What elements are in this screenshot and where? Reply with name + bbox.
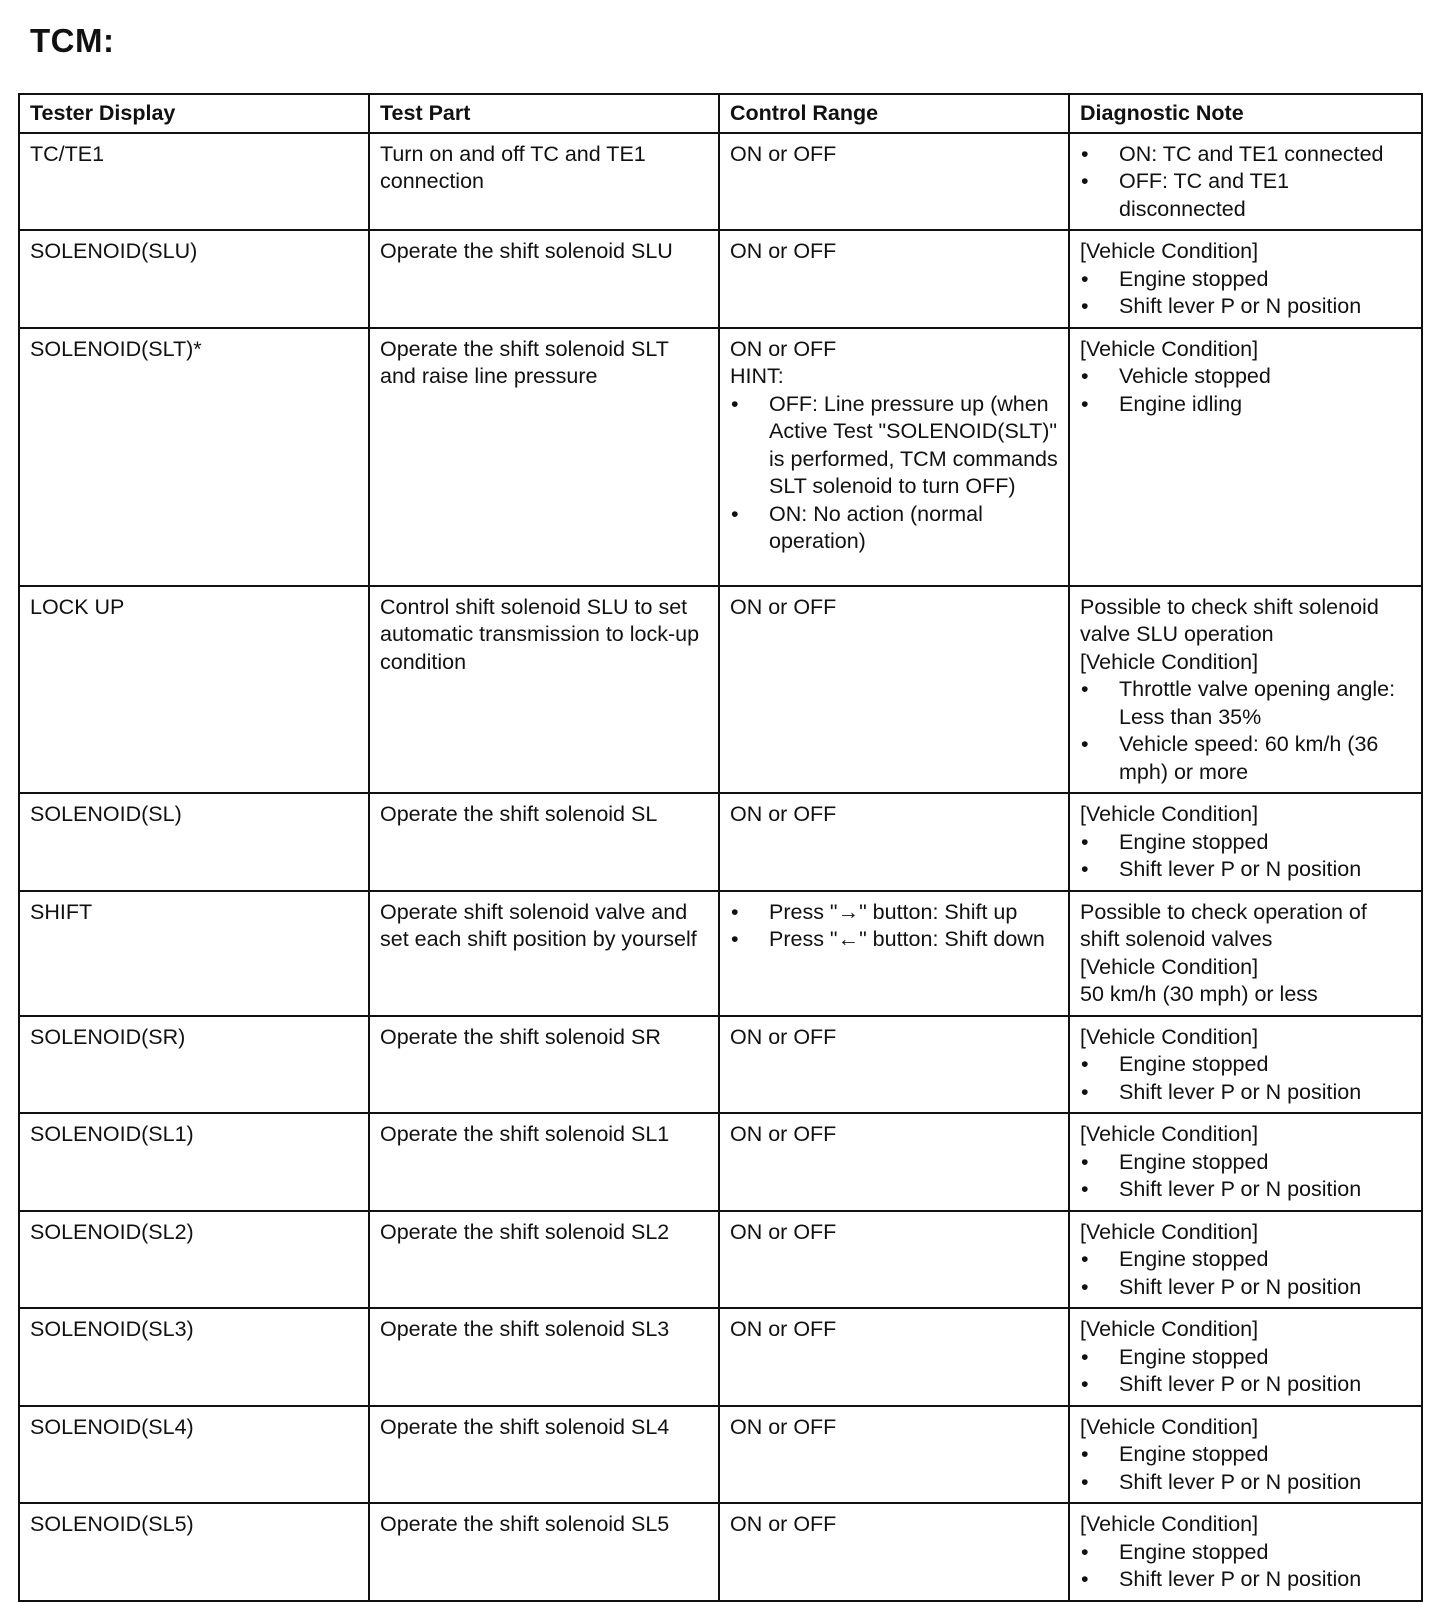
header-diagnostic-note: Diagnostic Note (1069, 94, 1422, 133)
cell-test-part: Operate shift solenoid valve and set each shift position by yourself (369, 891, 719, 1016)
header-test-part: Test Part (369, 94, 719, 133)
cell-tester-display: SOLENOID(SLT)* (19, 328, 369, 586)
diagnostic-note-bullet: • Engine stopped (1080, 1539, 1411, 1567)
cell-diagnostic-note (1069, 1406, 1422, 1504)
cell-tester-display: SOLENOID(SL4) (19, 1406, 369, 1504)
control-range-text: ON or OFF (730, 1414, 837, 1439)
cell-control-range (719, 1113, 1069, 1211)
diagnostic-note-bullet: • Shift lever P or N position (1080, 1566, 1411, 1594)
control-range-list (730, 391, 1058, 556)
control-range-bullet: • Press "→" button: Shift up (730, 899, 1058, 927)
cell-diagnostic-note (1069, 133, 1422, 231)
cell-tester-display: SOLENOID(SL1) (19, 1113, 369, 1211)
header-tester-display: Tester Display (19, 94, 369, 133)
diagnostic-note-bullet: • Shift lever P or N position (1080, 1371, 1411, 1399)
cell-control-range (719, 1503, 1069, 1601)
cell-tester-display: SHIFT (19, 891, 369, 1016)
cell-diagnostic-note (1069, 230, 1422, 328)
cell-control-range (719, 133, 1069, 231)
control-range-bullet: • Press "←" button: Shift down (730, 926, 1058, 954)
control-range-bullet: • OFF: Line pressure up (when Active Test "SOLENOID(SLT)" is performed, TCM commands SLT solenoid to turn OFF) (730, 391, 1058, 501)
table-row (19, 328, 1422, 586)
diagnostic-note-line: [Vehicle Condition] (1080, 239, 1259, 263)
cell-test-part: Operate the shift solenoid SLU (369, 230, 719, 328)
diagnostic-note-list (1080, 1441, 1411, 1496)
diagnostic-note-list (1080, 363, 1411, 418)
diagnostic-note-line: Possible to check shift solenoid valve SLU operation (1080, 594, 1379, 646)
cell-control-range (719, 1308, 1069, 1406)
cell-tester-display: TC/TE1 (19, 133, 369, 231)
diagnostic-note-bullet: • Engine stopped (1080, 1246, 1411, 1274)
table-body (19, 133, 1422, 1601)
active-test-table (18, 93, 1423, 1602)
diagnostic-note-bullet: • Engine stopped (1080, 1149, 1411, 1177)
diagnostic-note-bullet: • Vehicle speed: 60 km/h (36 mph) or more (1080, 731, 1411, 786)
diagnostic-note-line: [Vehicle Condition] (1080, 1317, 1259, 1341)
cell-diagnostic-note (1069, 1016, 1422, 1114)
cell-tester-display: SOLENOID(SL3) (19, 1308, 369, 1406)
cell-control-range (719, 891, 1069, 1016)
diagnostic-note-list (1080, 266, 1411, 321)
control-range-text: ON or OFF (730, 336, 837, 361)
diagnostic-note-line: [Vehicle Condition] (1080, 802, 1259, 826)
diagnostic-note-bullet: • Engine stopped (1080, 1051, 1411, 1079)
control-range-text: ON or OFF (730, 1317, 837, 1341)
cell-control-range (719, 1211, 1069, 1309)
cell-control-range (719, 586, 1069, 794)
cell-control-range (719, 1016, 1069, 1114)
table-row (19, 133, 1422, 231)
cell-diagnostic-note (1069, 891, 1422, 1016)
cell-test-part: Operate the shift solenoid SR (369, 1016, 719, 1114)
cell-tester-display: SOLENOID(SL5) (19, 1503, 369, 1601)
cell-control-range (719, 328, 1069, 586)
table-row (19, 230, 1422, 328)
diagnostic-note-list (1080, 829, 1411, 884)
cell-diagnostic-note (1069, 793, 1422, 891)
table-row (19, 1211, 1422, 1309)
table-row (19, 1016, 1422, 1114)
diagnostic-note-bullet: • Engine stopped (1080, 829, 1411, 857)
diagnostic-note-bullet: • OFF: TC and TE1 disconnected (1080, 168, 1411, 223)
control-range-text: ON or OFF (730, 1024, 837, 1049)
cell-diagnostic-note (1069, 1211, 1422, 1309)
diagnostic-note-bullet: • ON: TC and TE1 connected (1080, 141, 1411, 169)
cell-tester-display: LOCK UP (19, 586, 369, 794)
cell-diagnostic-note (1069, 1503, 1422, 1601)
cell-diagnostic-note (1069, 328, 1422, 586)
cell-tester-display: SOLENOID(SL2) (19, 1211, 369, 1309)
control-range-text: ON or OFF (730, 1512, 837, 1536)
table-row (19, 793, 1422, 891)
page-title: TCM: (30, 22, 115, 59)
table-row (19, 1113, 1422, 1211)
diagnostic-note-line: [Vehicle Condition] (1080, 954, 1259, 979)
cell-tester-display: SOLENOID(SR) (19, 1016, 369, 1114)
control-range-text: ON or OFF (730, 802, 837, 826)
control-range-hint: HINT: (730, 364, 784, 388)
diagnostic-note-line: [Vehicle Condition] (1080, 649, 1259, 674)
control-range-text: ON or OFF (730, 239, 837, 263)
control-range-list (730, 899, 1058, 954)
diagnostic-note-line: Possible to check operation of shift solenoid valves (1080, 899, 1367, 951)
diagnostic-note-bullet: • Shift lever P or N position (1080, 1469, 1411, 1497)
control-range-bullet: • ON: No action (normal operation) (730, 501, 1058, 556)
cell-tester-display: SOLENOID(SLU) (19, 230, 369, 328)
cell-test-part: Operate the shift solenoid SL2 (369, 1211, 719, 1309)
cell-test-part: Control shift solenoid SLU to set automatic transmission to lock-up condition (369, 586, 719, 794)
diagnostic-note-bullet: • Shift lever P or N position (1080, 1079, 1411, 1107)
diagnostic-note-bullet: • Engine stopped (1080, 266, 1411, 294)
cell-test-part: Operate the shift solenoid SL4 (369, 1406, 719, 1504)
diagnostic-note-bullet: • Shift lever P or N position (1080, 1274, 1411, 1302)
cell-diagnostic-note (1069, 1113, 1422, 1211)
table-header-row (19, 94, 1422, 133)
diagnostic-note-bullet: • Shift lever P or N position (1080, 293, 1411, 321)
diagnostic-note-bullet: • Shift lever P or N position (1080, 856, 1411, 884)
table-row (19, 1503, 1422, 1601)
diagnostic-note-bullet: • Vehicle stopped (1080, 363, 1411, 391)
control-range-text: ON or OFF (730, 594, 837, 619)
diagnostic-note-line: [Vehicle Condition] (1080, 1219, 1259, 1244)
cell-control-range (719, 1406, 1069, 1504)
diagnostic-note-list (1080, 1149, 1411, 1204)
diagnostic-note-bullet: • Throttle valve opening angle: Less than 35% (1080, 676, 1411, 731)
control-range-text: ON or OFF (730, 141, 837, 166)
diagnostic-note-line: [Vehicle Condition] (1080, 1414, 1259, 1439)
cell-test-part: Operate the shift solenoid SL5 (369, 1503, 719, 1601)
cell-test-part: Operate the shift solenoid SL3 (369, 1308, 719, 1406)
diagnostic-note-bullet: • Shift lever P or N position (1080, 1176, 1411, 1204)
diagnostic-note-bullet: • Engine idling (1080, 391, 1411, 419)
cell-test-part: Operate the shift solenoid SL (369, 793, 719, 891)
cell-diagnostic-note (1069, 586, 1422, 794)
cell-tester-display: SOLENOID(SL) (19, 793, 369, 891)
cell-control-range (719, 793, 1069, 891)
cell-diagnostic-note (1069, 1308, 1422, 1406)
diagnostic-note-list (1080, 1539, 1411, 1594)
table-row (19, 586, 1422, 794)
diagnostic-note-list (1080, 1246, 1411, 1301)
diagnostic-note-list (1080, 676, 1411, 786)
table-row (19, 891, 1422, 1016)
diagnostic-note-list (1080, 141, 1411, 224)
control-range-text: ON or OFF (730, 1219, 837, 1244)
cell-control-range (719, 230, 1069, 328)
diagnostic-note-list (1080, 1051, 1411, 1106)
table-row (19, 1406, 1422, 1504)
diagnostic-note-bullet: • Engine stopped (1080, 1344, 1411, 1372)
diagnostic-note-line: [Vehicle Condition] (1080, 1024, 1259, 1049)
diagnostic-note-line: [Vehicle Condition] (1080, 336, 1259, 361)
cell-test-part: Turn on and off TC and TE1 connection (369, 133, 719, 231)
diagnostic-note-list (1080, 1344, 1411, 1399)
diagnostic-note-line: [Vehicle Condition] (1080, 1122, 1259, 1146)
control-range-text: ON or OFF (730, 1122, 837, 1146)
header-control-range: Control Range (719, 94, 1069, 133)
diagnostic-note-bullet: • Engine stopped (1080, 1441, 1411, 1469)
cell-test-part: Operate the shift solenoid SL1 (369, 1113, 719, 1211)
table-row (19, 1308, 1422, 1406)
diagnostic-note-line: 50 km/h (30 mph) or less (1080, 982, 1318, 1006)
diagnostic-note-line: [Vehicle Condition] (1080, 1512, 1259, 1536)
cell-test-part: Operate the shift solenoid SLT and raise line pressure (369, 328, 719, 586)
